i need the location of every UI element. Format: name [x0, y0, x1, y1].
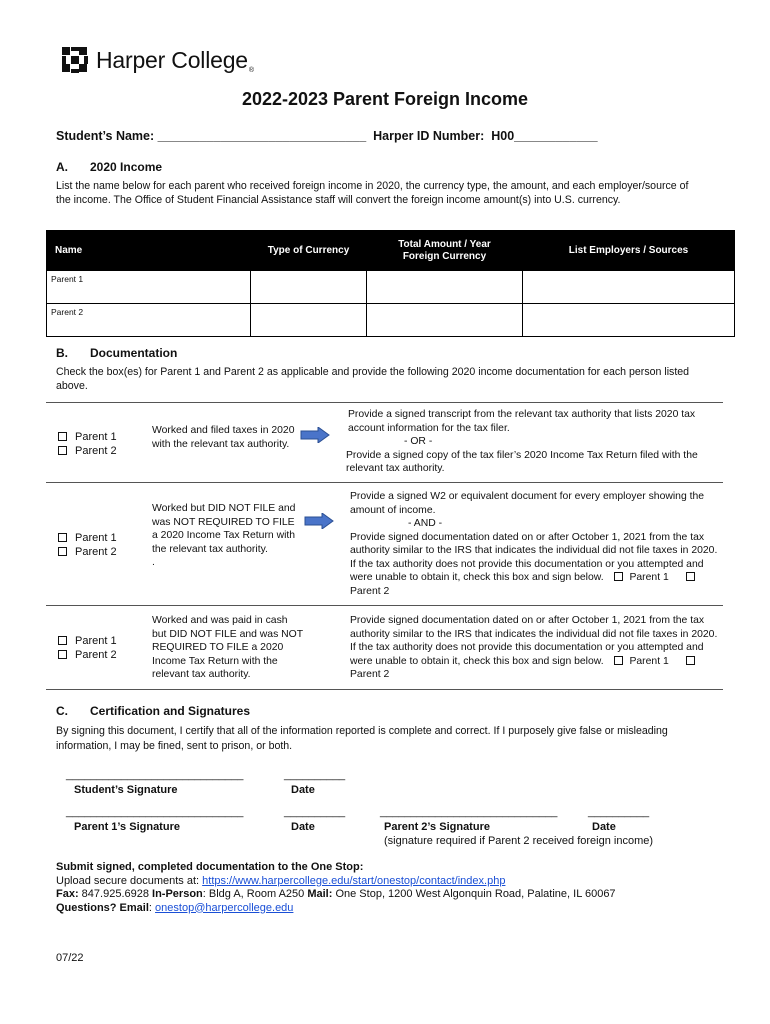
col-name: Name [47, 231, 251, 271]
table-row [47, 304, 735, 337]
col-currency: Type of Currency [251, 231, 367, 271]
student-date-label: Date [291, 784, 315, 796]
parent2-signature-line[interactable]: _____________________________ [380, 806, 558, 818]
page-title: 2022-2023 Parent Foreign Income [241, 89, 529, 109]
arrow-right-icon [300, 427, 330, 443]
row2-parent1-unable-checkbox[interactable] [614, 572, 623, 581]
parent2-date-label: Date [592, 821, 616, 833]
row2-checkboxes: Parent 1 Parent 2 [58, 531, 117, 559]
parent2-date-line[interactable]: __________ [588, 806, 650, 818]
row2-situation: Worked but DID NOT FILE and was NOT REQUIRED TO FILE a 2020 Income Tax Return with the relevant tax authority. . [152, 503, 296, 568]
section-b-instructions: Check the box(es) for Parent 1 and Parent 2 as applicable and provide the following 2020 income documentation for each person listed above. [56, 366, 690, 392]
parent2-signature-label: Parent 2’s Signature [384, 821, 490, 833]
submit-heading: Submit signed, completed documentation to the One Stop: [56, 861, 364, 873]
income-table [46, 230, 735, 337]
row3-parent1-unable-checkbox[interactable] [614, 656, 623, 665]
parent2-name-cell[interactable]: Parent 2 [47, 304, 251, 337]
row1-situation: Worked and filed taxes in 2020 with the relevant tax authority. [152, 425, 295, 450]
logo-registered-mark: ® [248, 67, 255, 74]
parent2-employers-cell[interactable] [523, 304, 735, 337]
divider [46, 482, 723, 483]
upload-link[interactable]: https://www.harpercollege.edu/start/onestop/contact/index.php [202, 874, 506, 887]
parent1-amount-cell[interactable] [367, 271, 523, 304]
row3-parent1-checkbox[interactable] [58, 636, 67, 645]
student-info-line[interactable]: Student’s Name: ______________________________ Harper ID Number: H00____________ [56, 129, 598, 143]
arrow-right-icon [304, 513, 334, 529]
row2-parent1-checkbox[interactable] [58, 533, 67, 542]
parent1-signature-label: Parent 1’s Signature [74, 821, 180, 833]
col-employers: List Employers / Sources [523, 231, 735, 271]
upload-line: Upload secure documents at: https://www.harpercollege.edu/start/onestop/contact/index.php [56, 874, 506, 887]
section-a-instructions: List the name below for each parent who received foreign income in 2020, the currency type, the amount, and each employer/source of the income. The Office of Student Financial Assistance staff will convert the foreign income amount(s) into U.S. currency. [56, 180, 689, 206]
student-signature-label: Student’s Signature [74, 784, 178, 796]
parent1-employers-cell[interactable] [523, 271, 735, 304]
version-code: 07/22 [56, 952, 84, 964]
parent1-name-cell[interactable]: Parent 1 [47, 271, 251, 304]
row1-parent1-checkbox[interactable] [58, 432, 67, 441]
divider [46, 402, 723, 403]
row3-situation: Worked and was paid in cash but DID NOT FILE and was NOT REQUIRED TO FILE a 2020 Income Tax Return with the relevant tax authority. [152, 615, 303, 680]
row1-parent2-checkbox[interactable] [58, 446, 67, 455]
email-link[interactable]: onestop@harpercollege.edu [155, 901, 294, 914]
parent1-currency-cell[interactable] [251, 271, 367, 304]
section-b-heading: B. Documentation [56, 346, 178, 360]
parent2-currency-cell[interactable] [251, 304, 367, 337]
row3-requirements: Provide signed documentation dated on or after October 1, 2021 from the tax authority similar to the IRS that indicates the individual did not file taxes in 2020. If the tax authority does not provide this documentation or you attempted and were unable to obtain it, check this box and sign below. Parent 1 Parent 2 [350, 615, 718, 680]
parent1-date-label: Date [291, 821, 315, 833]
row2-parent2-checkbox[interactable] [58, 547, 67, 556]
parent2-signature-note: (signature required if Parent 2 received foreign income) [384, 835, 654, 847]
row1-checkboxes: Parent 1 Parent 2 [58, 430, 117, 458]
questions-line: Questions? Email: onestop@harpercollege.edu [56, 901, 294, 914]
certification-statement: By signing this document, I certify that all of the information reported is complete and correct. If I purposely give false or misleading information, I may be fined, sent to prison, or both. [56, 725, 668, 752]
harper-logo-mark-icon [62, 47, 88, 73]
submission-info [56, 861, 716, 915]
col-amount: Total Amount / Year Foreign Currency [367, 231, 523, 271]
table-row [47, 271, 735, 304]
student-signature-line[interactable]: _____________________________ [66, 769, 244, 781]
row3-checkboxes: Parent 1 Parent 2 [58, 634, 117, 662]
parent2-amount-cell[interactable] [367, 304, 523, 337]
divider [46, 605, 723, 606]
contact-line: Fax: 847.925.6928 In-Person: Bldg A, Room A250 Mail: One Stop, 1200 West Algonquin Road, Palatine, IL 60067 [56, 888, 616, 900]
parent1-signature-line[interactable]: _____________________________ [66, 806, 244, 818]
section-a-heading: A. 2020 Income [56, 160, 163, 174]
divider [46, 689, 723, 690]
logo-text: Harper College [96, 46, 248, 73]
section-c-heading: C. Certification and Signatures [56, 704, 251, 718]
row2-requirements: Provide a signed W2 or equivalent document for every employer showing the amount of income. - AND - Provide signed documentation dated on or after October 1, 2021 from the tax authority similar to the IRS that indicates the individual did not file taxes in 2020. If the tax authority does not provide this documentation or you attempted and were unable to obtain it, check this box and sign below. Parent 1 Parent 2 [350, 491, 718, 597]
student-date-line[interactable]: __________ [284, 769, 346, 781]
harper-logo [62, 44, 254, 76]
row1-requirements: Provide a signed transcript from the relevant tax authority that lists 2020 tax account information for the tax filer. - OR - Provide a signed copy of the tax filer’s 2020 Income Tax Return filed with the relevant tax authority. [346, 409, 698, 474]
documentation-table [46, 402, 723, 690]
parent1-date-line[interactable]: __________ [284, 806, 346, 818]
row3-parent2-checkbox[interactable] [58, 650, 67, 659]
row3-parent2-unable-checkbox[interactable] [686, 656, 695, 665]
row2-parent2-unable-checkbox[interactable] [686, 572, 695, 581]
